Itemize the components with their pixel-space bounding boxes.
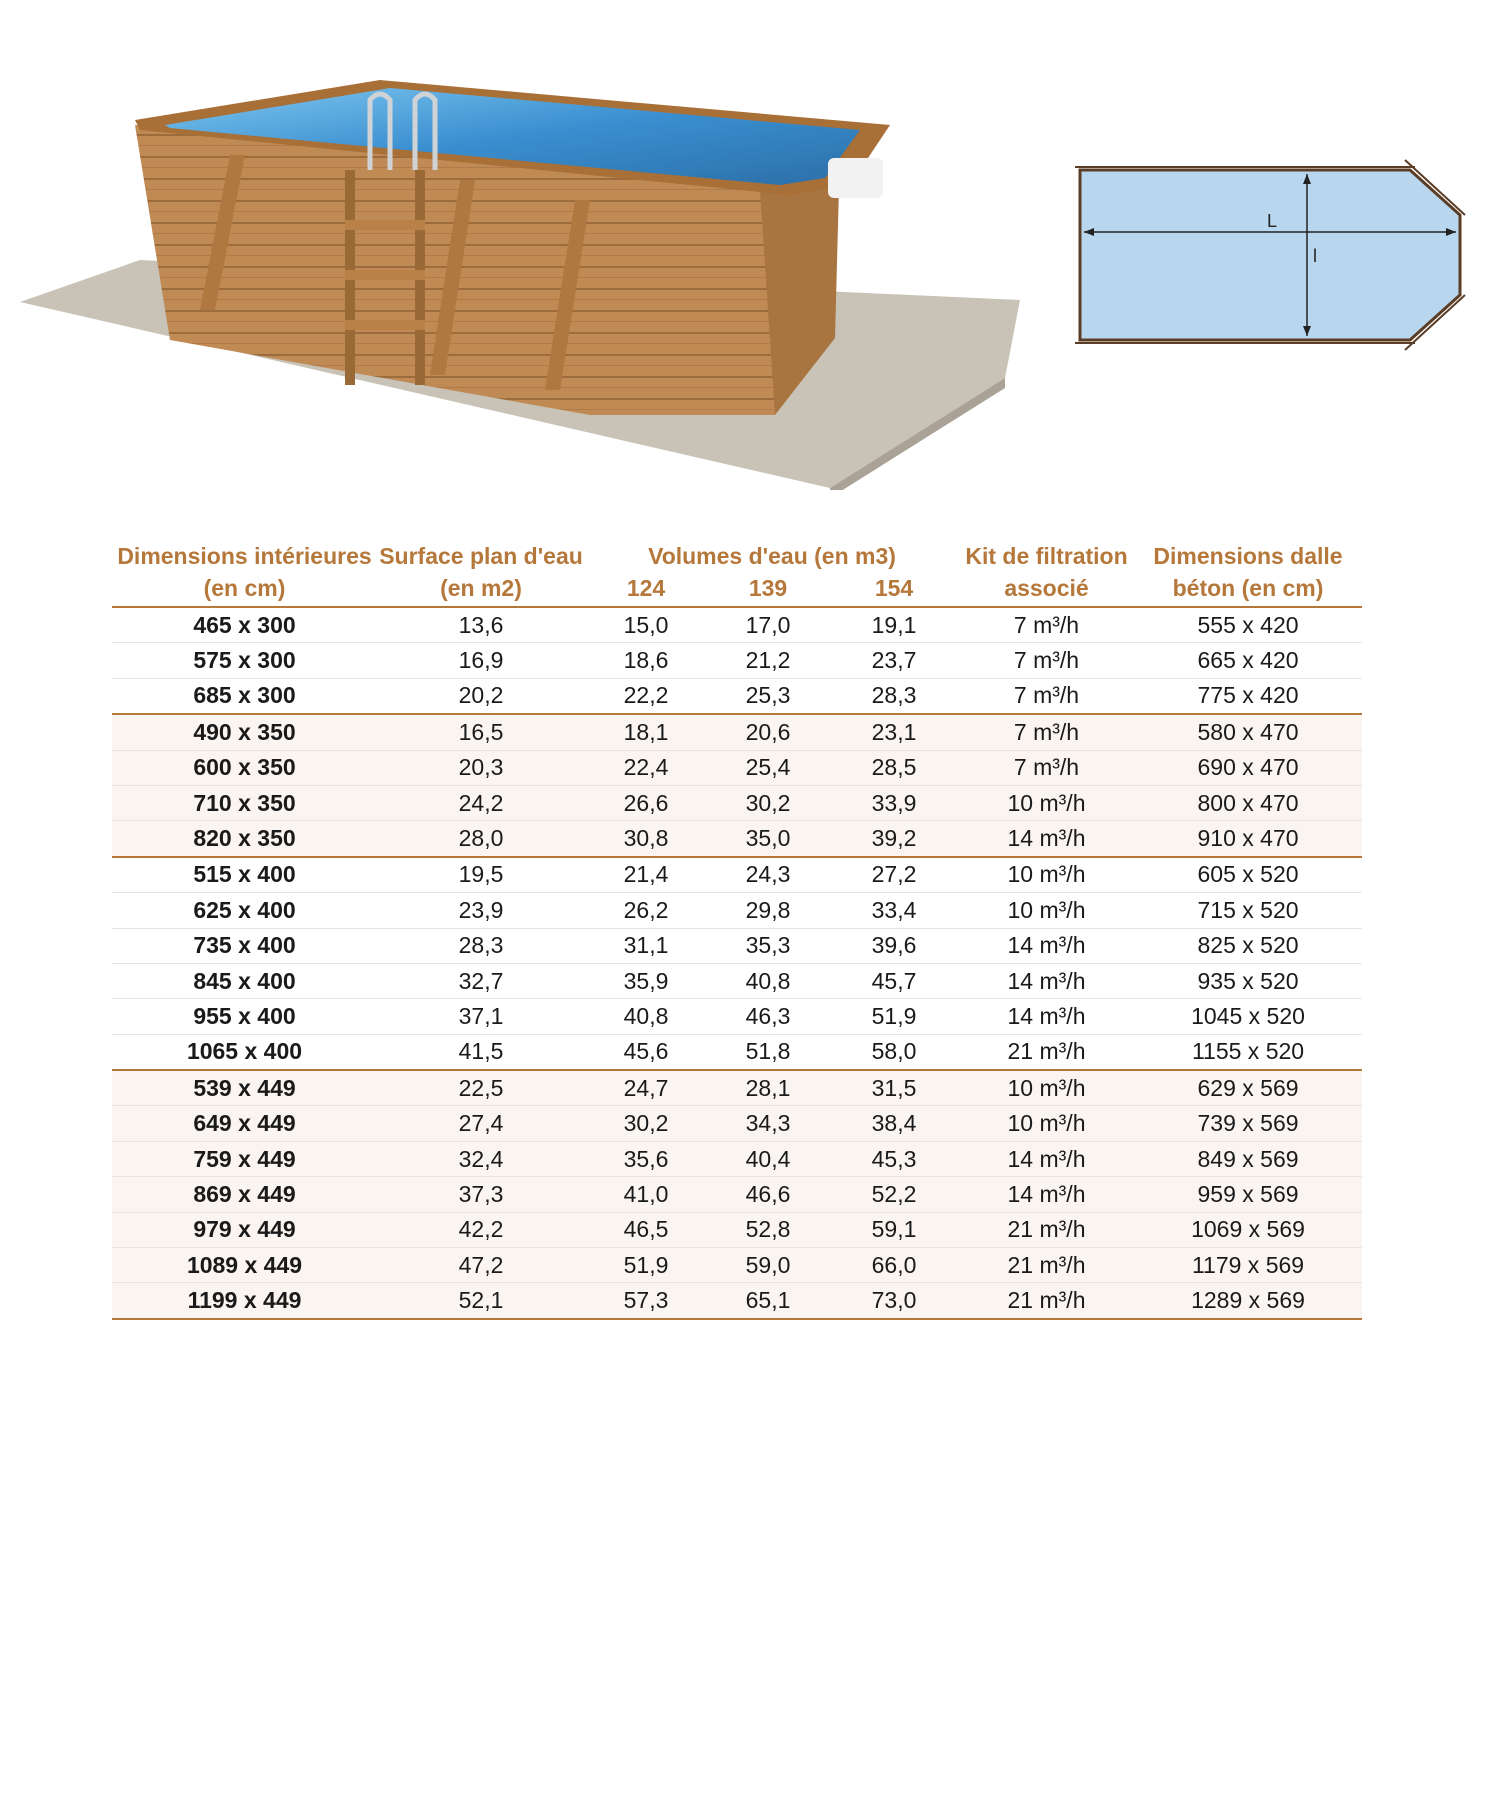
cell-volume-124: 51,9 xyxy=(585,1248,707,1283)
cell-filtration-kit: 21 m³/h xyxy=(959,1212,1134,1247)
cell-volume-154: 23,7 xyxy=(829,643,959,678)
cell-volume-124: 22,2 xyxy=(585,678,707,714)
cell-slab-dimensions: 1289 x 569 xyxy=(1134,1283,1362,1319)
table-row xyxy=(112,1177,1362,1212)
cell-dimensions: 490 x 350 xyxy=(112,714,377,750)
cell-filtration-kit: 7 m³/h xyxy=(959,643,1134,678)
table-body xyxy=(112,607,1362,1319)
cell-filtration-kit: 14 m³/h xyxy=(959,928,1134,963)
table-row xyxy=(112,963,1362,998)
cell-dimensions: 685 x 300 xyxy=(112,678,377,714)
cell-filtration-kit: 7 m³/h xyxy=(959,607,1134,643)
cell-filtration-kit: 21 m³/h xyxy=(959,1034,1134,1070)
header-volume-139: 139 xyxy=(748,575,788,601)
cell-volume-124: 15,0 xyxy=(585,607,707,643)
cell-surface: 41,5 xyxy=(377,1034,585,1070)
cell-dimensions: 625 x 400 xyxy=(112,893,377,928)
cell-slab-dimensions: 580 x 470 xyxy=(1134,714,1362,750)
cell-slab-dimensions: 825 x 520 xyxy=(1134,928,1362,963)
header-volumes: Volumes d'eau (en m3) xyxy=(648,543,896,569)
cell-surface: 20,2 xyxy=(377,678,585,714)
cell-volume-139: 21,2 xyxy=(707,643,829,678)
cell-slab-dimensions: 775 x 420 xyxy=(1134,678,1362,714)
cell-volume-124: 41,0 xyxy=(585,1177,707,1212)
cell-slab-dimensions: 959 x 569 xyxy=(1134,1177,1362,1212)
cell-slab-dimensions: 910 x 470 xyxy=(1134,821,1362,857)
header-volume-124: 124 xyxy=(626,575,666,601)
table-row xyxy=(112,1212,1362,1247)
cell-volume-139: 24,3 xyxy=(707,857,829,893)
header-filtration-kit: Kit de filtration xyxy=(965,543,1128,569)
pool-illustration xyxy=(20,70,1020,490)
cell-volume-124: 30,2 xyxy=(585,1106,707,1141)
cell-dimensions: 1089 x 449 xyxy=(112,1248,377,1283)
cell-volume-139: 46,6 xyxy=(707,1177,829,1212)
cell-surface: 52,1 xyxy=(377,1283,585,1319)
table-row xyxy=(112,821,1362,857)
cell-volume-139: 20,6 xyxy=(707,714,829,750)
table-row xyxy=(112,1034,1362,1070)
cell-surface: 42,2 xyxy=(377,1212,585,1247)
cell-volume-154: 28,3 xyxy=(829,678,959,714)
header-dimensions-unit: (en cm) xyxy=(203,575,286,601)
table-row xyxy=(112,999,1362,1034)
cell-volume-139: 51,8 xyxy=(707,1034,829,1070)
cell-surface: 47,2 xyxy=(377,1248,585,1283)
cell-filtration-kit: 21 m³/h xyxy=(959,1248,1134,1283)
cell-slab-dimensions: 800 x 470 xyxy=(1134,785,1362,820)
cell-dimensions: 649 x 449 xyxy=(112,1106,377,1141)
cell-volume-154: 19,1 xyxy=(829,607,959,643)
cell-volume-139: 52,8 xyxy=(707,1212,829,1247)
cell-filtration-kit: 14 m³/h xyxy=(959,1177,1134,1212)
cell-dimensions: 735 x 400 xyxy=(112,928,377,963)
cell-slab-dimensions: 935 x 520 xyxy=(1134,963,1362,998)
cell-volume-139: 30,2 xyxy=(707,785,829,820)
cell-filtration-kit: 7 m³/h xyxy=(959,678,1134,714)
cell-dimensions: 1199 x 449 xyxy=(112,1283,377,1319)
table-row xyxy=(112,1070,1362,1106)
cell-volume-124: 45,6 xyxy=(585,1034,707,1070)
cell-dimensions: 465 x 300 xyxy=(112,607,377,643)
cell-volume-139: 28,1 xyxy=(707,1070,829,1106)
cell-surface: 32,4 xyxy=(377,1141,585,1176)
cell-surface: 37,1 xyxy=(377,999,585,1034)
cell-slab-dimensions: 690 x 470 xyxy=(1134,750,1362,785)
cell-dimensions: 710 x 350 xyxy=(112,785,377,820)
header-row-2 xyxy=(112,572,1362,607)
cell-volume-154: 33,4 xyxy=(829,893,959,928)
cell-surface: 24,2 xyxy=(377,785,585,820)
cell-slab-dimensions: 665 x 420 xyxy=(1134,643,1362,678)
header-dimensions: Dimensions intérieures xyxy=(117,543,372,569)
cell-filtration-kit: 10 m³/h xyxy=(959,1106,1134,1141)
cell-surface: 19,5 xyxy=(377,857,585,893)
cell-filtration-kit: 10 m³/h xyxy=(959,785,1134,820)
header-row-1 xyxy=(112,540,1362,572)
cell-dimensions: 845 x 400 xyxy=(112,963,377,998)
cell-filtration-kit: 14 m³/h xyxy=(959,999,1134,1034)
cell-slab-dimensions: 555 x 420 xyxy=(1134,607,1362,643)
cell-slab-dimensions: 1069 x 569 xyxy=(1134,1212,1362,1247)
cell-surface: 37,3 xyxy=(377,1177,585,1212)
cell-dimensions: 759 x 449 xyxy=(112,1141,377,1176)
cell-slab-dimensions: 739 x 569 xyxy=(1134,1106,1362,1141)
cell-volume-124: 35,9 xyxy=(585,963,707,998)
cell-volume-154: 73,0 xyxy=(829,1283,959,1319)
cell-volume-154: 52,2 xyxy=(829,1177,959,1212)
width-label: l xyxy=(1313,246,1317,266)
cell-volume-124: 24,7 xyxy=(585,1070,707,1106)
cell-surface: 20,3 xyxy=(377,750,585,785)
cell-volume-124: 18,6 xyxy=(585,643,707,678)
header-surface-unit: (en m2) xyxy=(440,575,522,601)
cell-dimensions: 869 x 449 xyxy=(112,1177,377,1212)
cell-slab-dimensions: 1179 x 569 xyxy=(1134,1248,1362,1283)
table-row xyxy=(112,1141,1362,1176)
cell-volume-139: 34,3 xyxy=(707,1106,829,1141)
pool-plan-diagram xyxy=(1070,150,1470,380)
cell-volume-139: 25,4 xyxy=(707,750,829,785)
cell-volume-154: 27,2 xyxy=(829,857,959,893)
cell-volume-124: 18,1 xyxy=(585,714,707,750)
cell-surface: 32,7 xyxy=(377,963,585,998)
cell-volume-139: 29,8 xyxy=(707,893,829,928)
cell-volume-139: 35,3 xyxy=(707,928,829,963)
cell-surface: 16,9 xyxy=(377,643,585,678)
cell-volume-154: 31,5 xyxy=(829,1070,959,1106)
cell-volume-124: 26,6 xyxy=(585,785,707,820)
cell-slab-dimensions: 605 x 520 xyxy=(1134,857,1362,893)
cell-surface: 13,6 xyxy=(377,607,585,643)
cell-volume-154: 28,5 xyxy=(829,750,959,785)
cell-volume-139: 17,0 xyxy=(707,607,829,643)
cell-dimensions: 1065 x 400 xyxy=(112,1034,377,1070)
cell-surface: 27,4 xyxy=(377,1106,585,1141)
cell-filtration-kit: 10 m³/h xyxy=(959,857,1134,893)
cell-surface: 22,5 xyxy=(377,1070,585,1106)
cell-volume-124: 21,4 xyxy=(585,857,707,893)
cell-slab-dimensions: 1045 x 520 xyxy=(1134,999,1362,1034)
cell-filtration-kit: 7 m³/h xyxy=(959,714,1134,750)
cell-surface: 16,5 xyxy=(377,714,585,750)
cell-volume-139: 40,4 xyxy=(707,1141,829,1176)
cell-volume-154: 33,9 xyxy=(829,785,959,820)
cell-volume-139: 40,8 xyxy=(707,963,829,998)
cell-volume-154: 39,2 xyxy=(829,821,959,857)
cell-slab-dimensions: 849 x 569 xyxy=(1134,1141,1362,1176)
table-row xyxy=(112,750,1362,785)
length-label: L xyxy=(1267,211,1278,231)
table-row xyxy=(112,607,1362,643)
cell-dimensions: 820 x 350 xyxy=(112,821,377,857)
cell-filtration-kit: 14 m³/h xyxy=(959,963,1134,998)
cell-volume-154: 58,0 xyxy=(829,1034,959,1070)
cell-filtration-kit: 14 m³/h xyxy=(959,821,1134,857)
cell-slab-dimensions: 715 x 520 xyxy=(1134,893,1362,928)
header-slab-dimensions-unit: béton (en cm) xyxy=(1172,575,1324,601)
cell-volume-154: 59,1 xyxy=(829,1212,959,1247)
table-row xyxy=(112,678,1362,714)
table-row xyxy=(112,785,1362,820)
header-filtration-kit-line2: associé xyxy=(1004,575,1089,601)
table-row xyxy=(112,1283,1362,1319)
header-slab-dimensions: Dimensions dalle xyxy=(1153,543,1343,569)
cell-surface: 28,3 xyxy=(377,928,585,963)
cell-volume-139: 65,1 xyxy=(707,1283,829,1319)
cell-dimensions: 539 x 449 xyxy=(112,1070,377,1106)
cell-volume-154: 23,1 xyxy=(829,714,959,750)
table-row xyxy=(112,1248,1362,1283)
cell-slab-dimensions: 1155 x 520 xyxy=(1134,1034,1362,1070)
cell-volume-154: 45,3 xyxy=(829,1141,959,1176)
cell-dimensions: 955 x 400 xyxy=(112,999,377,1034)
cell-volume-154: 66,0 xyxy=(829,1248,959,1283)
cell-volume-124: 31,1 xyxy=(585,928,707,963)
cell-dimensions: 575 x 300 xyxy=(112,643,377,678)
cell-volume-124: 30,8 xyxy=(585,821,707,857)
cell-dimensions: 600 x 350 xyxy=(112,750,377,785)
cell-volume-124: 22,4 xyxy=(585,750,707,785)
table-row xyxy=(112,893,1362,928)
table-row xyxy=(112,1106,1362,1141)
cell-volume-139: 35,0 xyxy=(707,821,829,857)
cell-volume-154: 38,4 xyxy=(829,1106,959,1141)
header-volume-154: 154 xyxy=(874,575,914,601)
cell-volume-124: 40,8 xyxy=(585,999,707,1034)
cell-volume-124: 35,6 xyxy=(585,1141,707,1176)
pool-spec-table xyxy=(112,540,1362,1320)
cell-volume-124: 26,2 xyxy=(585,893,707,928)
cell-dimensions: 979 x 449 xyxy=(112,1212,377,1247)
cell-dimensions: 515 x 400 xyxy=(112,857,377,893)
table-row xyxy=(112,928,1362,963)
cell-volume-139: 46,3 xyxy=(707,999,829,1034)
cell-volume-139: 59,0 xyxy=(707,1248,829,1283)
header-surface: Surface plan d'eau xyxy=(379,543,583,569)
cell-filtration-kit: 10 m³/h xyxy=(959,1070,1134,1106)
cell-filtration-kit: 10 m³/h xyxy=(959,893,1134,928)
cell-filtration-kit: 14 m³/h xyxy=(959,1141,1134,1176)
cell-volume-154: 51,9 xyxy=(829,999,959,1034)
table-row xyxy=(112,714,1362,750)
table-row xyxy=(112,857,1362,893)
cell-volume-154: 45,7 xyxy=(829,963,959,998)
cell-surface: 23,9 xyxy=(377,893,585,928)
cell-filtration-kit: 7 m³/h xyxy=(959,750,1134,785)
table-row xyxy=(112,643,1362,678)
cell-volume-139: 25,3 xyxy=(707,678,829,714)
cell-volume-124: 46,5 xyxy=(585,1212,707,1247)
cell-slab-dimensions: 629 x 569 xyxy=(1134,1070,1362,1106)
cell-filtration-kit: 21 m³/h xyxy=(959,1283,1134,1319)
cell-volume-124: 57,3 xyxy=(585,1283,707,1319)
cell-surface: 28,0 xyxy=(377,821,585,857)
cell-volume-154: 39,6 xyxy=(829,928,959,963)
